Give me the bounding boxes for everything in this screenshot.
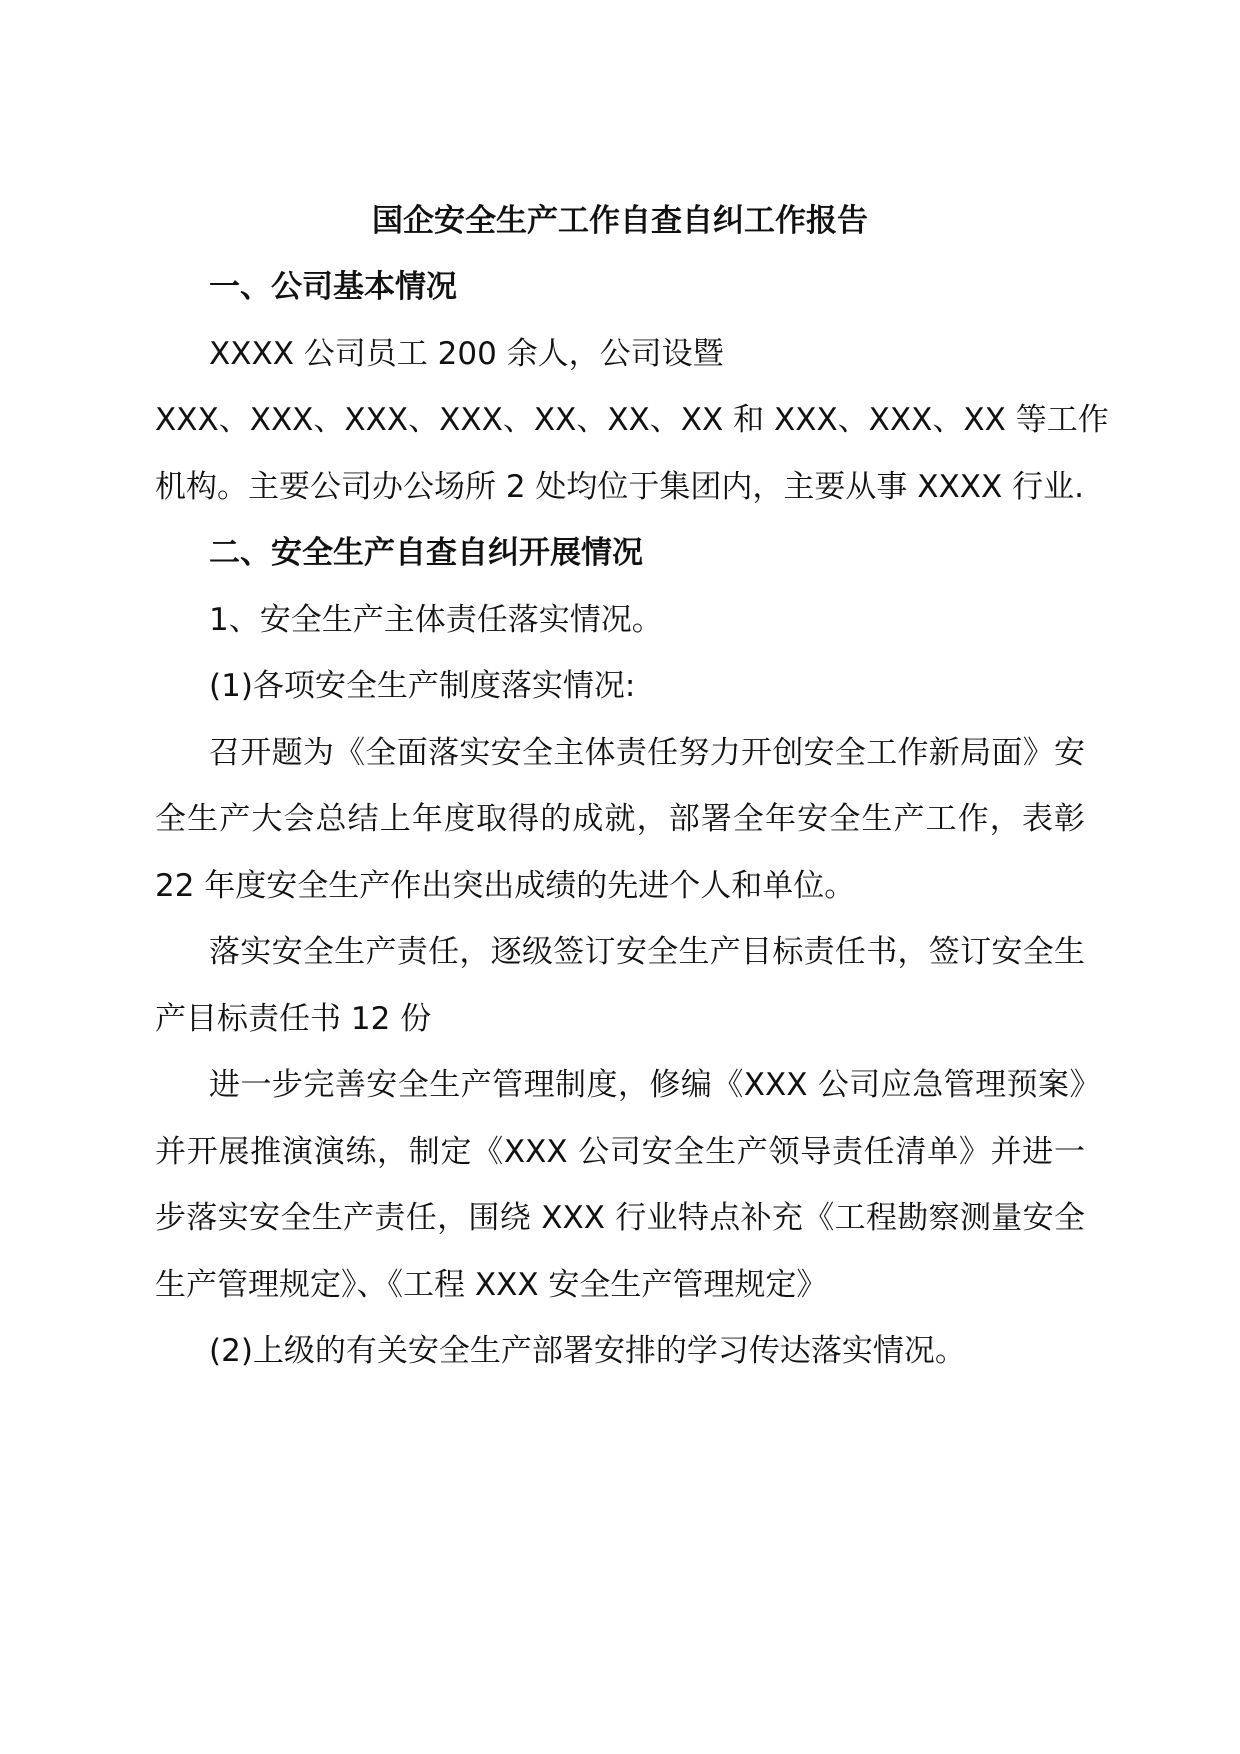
overview-line-1: XXXX 公司员工 200 余人，公司设暨 xyxy=(209,335,724,372)
overview-line-3: 机构。主要公司办公场所 2 处均位于集团内，主要从事 XXXX 行业. xyxy=(155,468,1084,505)
sub-item-system-implementation: (1)各项安全生产制度落实情况: xyxy=(209,668,636,704)
overview-line-2: XXX、XXX、XXX、XXX、XX、XX、XX 和 XXX、XXX、XX 等工作 xyxy=(155,402,1109,438)
paragraph-responsibility-letters: 落实安全生产责任，逐级签订安全生产目标责任书，签订安全生产目标责任书 12 份 xyxy=(155,934,1085,1037)
sub-item-superior-deployment: (2)上级的有关安全生产部署安排的学习传达落实情况。 xyxy=(209,1333,966,1369)
section-heading-self-inspection: 二、安全生产自查自纠开展情况 xyxy=(209,535,643,571)
paragraph-company-overview xyxy=(155,321,1109,521)
paragraph-system-improvement: 进一步完善安全生产管理制度，修编《XXX 公司应急管理预案》并开展推演演练，制定《XXX 公司安全生产领导责任清单》并进一步落实安全生产责任，围绕 XXX 行业特点补充《工程勘察测量安全生产管理规定》、《工程 XXX 安全生产管理规定》 xyxy=(155,1067,1085,1303)
paragraph-safety-meeting: 召开题为《全面落实安全主体责任努力开创安全工作新局面》安全生产大会总结上年度取得的成就，部署全年安全生产工作，表彰 22 年度安全生产作出突出成绩的先进个人和单位。 xyxy=(155,734,1085,904)
section-heading-basic-info: 一、公司基本情况 xyxy=(209,269,457,305)
document-body xyxy=(155,188,1109,1385)
list-item-responsibility: 1、安全生产主体责任落实情况。 xyxy=(209,601,663,638)
document-title: 国企安全生产工作自查自纠工作报告 xyxy=(372,203,868,239)
